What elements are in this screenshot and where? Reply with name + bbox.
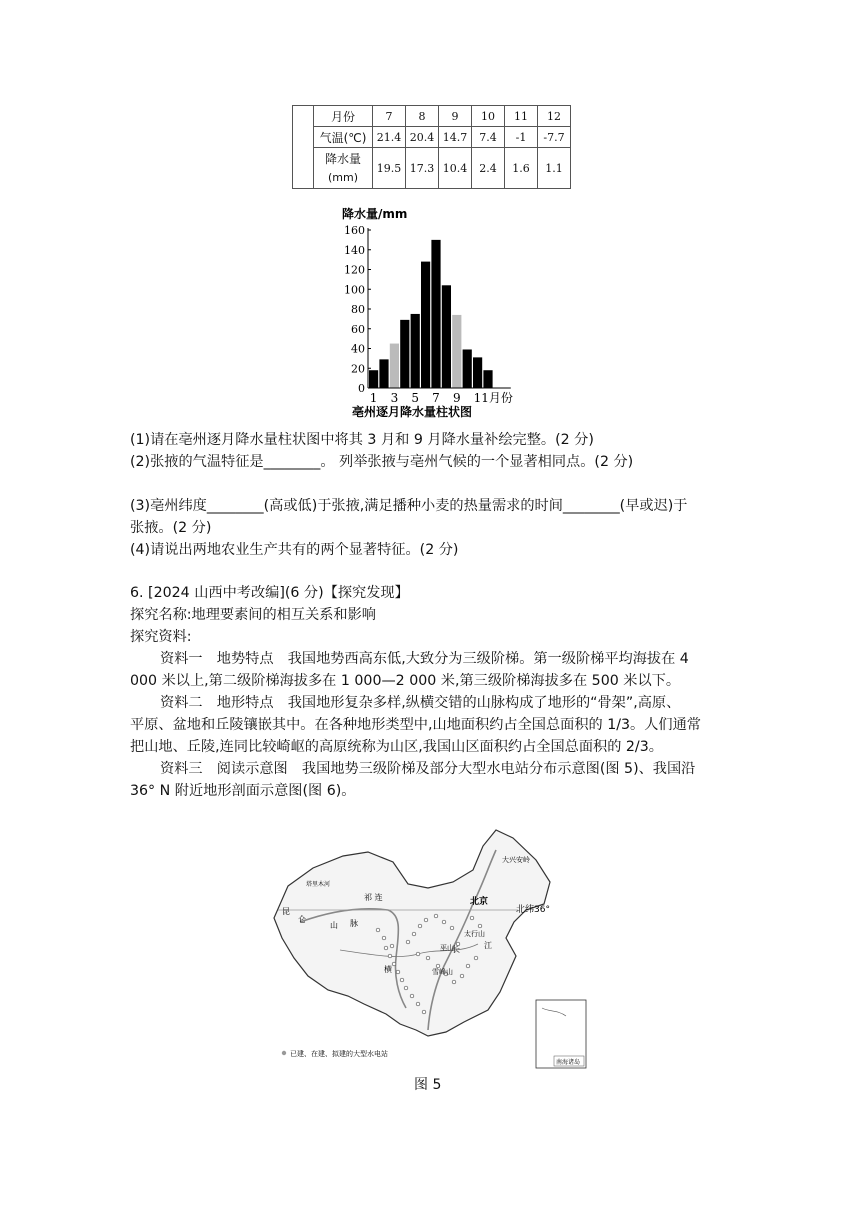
hydropower-station-icon (406, 940, 410, 944)
bar-month-5 (411, 314, 420, 388)
map-label-tarim: 塔里木河 (306, 881, 331, 888)
inset-label: 南海诸岛 (556, 1059, 581, 1066)
hydropower-station-icon (460, 974, 464, 978)
hydropower-station-icon (416, 1002, 420, 1006)
map-label-jiang: 江 (484, 941, 492, 950)
legend-station-icon (282, 1051, 286, 1055)
map-legend: 已建、在建、拟建的大型水电站 (290, 1050, 388, 1058)
month-cell: 7 (373, 106, 406, 127)
table-row (293, 148, 571, 189)
y-axis (344, 224, 371, 395)
bar-month-1 (369, 370, 378, 388)
precipitation-cell: 10.4 (439, 148, 472, 189)
figure-5-caption: 图 5 (414, 1077, 442, 1093)
y-tick-label: 20 (351, 362, 365, 376)
x-tick-label: 11月份 (473, 391, 513, 405)
precipitation-cell: 19.5 (373, 148, 406, 189)
y-tick-label: 140 (344, 243, 365, 257)
chart-ylabel: 降水量/mm (342, 207, 408, 221)
material3-line1: 资料三 阅读示意图 我国地势三级阶梯及部分大型水电站分布示意图(图 5)、我国沿 (160, 761, 696, 777)
climate-table (292, 105, 571, 189)
map-label-mai: 脉 (350, 919, 358, 928)
precipitation-label-line1: 降水量 (324, 151, 361, 166)
bar-month-12 (483, 370, 492, 388)
hydropower-station-icon (434, 914, 438, 918)
material2-line3: 把山地、丘陵,连同比较崎岖的高原统称为山区,我国山区面积约占全国总面积的 2/3。 (130, 739, 663, 755)
hydropower-station-icon (404, 986, 408, 990)
x-tick-label: 3 (390, 391, 399, 405)
hydropower-station-icon (452, 980, 456, 984)
hydropower-station-icon (422, 1010, 426, 1014)
problem6-name: 探究名称:地理要素间的相互关系和影响 (130, 607, 376, 623)
hydropower-station-icon (390, 944, 394, 948)
month-cell: 8 (406, 106, 439, 127)
chart-caption: 亳州逐月降水量柱状图 (352, 405, 473, 419)
hydropower-station-icon (478, 924, 482, 928)
hydropower-station-icon (396, 970, 400, 974)
bar-month-4 (400, 320, 409, 388)
temperature-cell: 20.4 (406, 127, 439, 148)
hydropower-station-icon (442, 920, 446, 924)
y-tick-label: 120 (344, 263, 365, 277)
material1-line1: 资料一 地势特点 我国地势西高东低,大致分为三级阶梯。第一级阶梯平均海拔在 4 (160, 651, 689, 667)
precipitation-cell: 17.3 (406, 148, 439, 189)
precipitation-cell: 1.1 (538, 148, 571, 189)
month-cell: 11 (505, 106, 538, 127)
question-2: (2)张掖的气温特征是________。 列举张掖与亳州气候的一个显著相同点。(2 分) (130, 454, 634, 470)
y-tick-label: 40 (351, 342, 365, 356)
y-tick-label: 80 (351, 303, 365, 316)
x-axis (368, 388, 513, 405)
month-cell: 10 (472, 106, 505, 127)
hydropower-station-icon (426, 956, 430, 960)
temperature-cell: 21.4 (373, 127, 406, 148)
question-3-line1: (3)亳州纬度________(高或低)于张掖,满足播种小麦的热量需求的时间________(早或迟)于 (130, 498, 688, 514)
question-1: (1)请在亳州逐月降水量柱状图中将其 3 月和 9 月降水量补绘完整。(2 分) (130, 432, 594, 448)
map-label-lat36: 北纬36° (516, 905, 550, 915)
map-label-beijing: 北京 (470, 897, 489, 907)
precipitation-cell: 1.6 (505, 148, 538, 189)
question-3-line2: 张掖。(2 分) (130, 520, 212, 536)
x-tick-label: 5 (411, 391, 420, 405)
hydropower-station-icon (466, 964, 470, 968)
temperature-label: 气温(℃) (314, 127, 373, 148)
hydropower-station-icon (392, 962, 396, 966)
hydropower-station-icon (384, 946, 388, 950)
table-row (293, 106, 571, 127)
hydropower-station-icon (450, 926, 454, 930)
y-tick-label: 160 (344, 224, 365, 237)
hydropower-station-icon (470, 916, 474, 920)
map-label-taihang: 太行山 (464, 930, 485, 938)
map-label-wushan: 巫山 (440, 944, 454, 952)
bar-month-11 (473, 357, 482, 388)
precipitation-label (314, 148, 373, 189)
x-tick-label: 1 (369, 391, 378, 405)
material2-line2: 平原、盆地和丘陵镶嵌其中。在各种地形类型中,山地面积约占全国总面积的 1/3。人们通常 (130, 717, 701, 733)
material1-line2: 000 米以上,第二级阶梯海拔多在 1 000—2 000 米,第三级阶梯海拔多在 500 米以下。 (130, 673, 681, 689)
y-tick-label: 0 (358, 382, 365, 395)
temperature-cell: 14.7 (439, 127, 472, 148)
map-label-kunlun-2: 仑 (298, 915, 306, 924)
bar-month-9 (452, 315, 461, 388)
bars (369, 240, 493, 388)
month-cell: 12 (538, 106, 571, 127)
x-tick-label: 7 (432, 391, 440, 405)
table-row (293, 127, 571, 148)
hydropower-station-icon (474, 956, 478, 960)
y-tick-label: 100 (344, 283, 365, 297)
material2-line1: 资料二 地形特点 我国地形复杂多样,纵横交错的山脉构成了地形的“骨架”,高原、 (160, 695, 681, 711)
bar-month-7 (431, 240, 440, 388)
y-tick-label: 60 (351, 322, 365, 336)
hydropower-station-icon (418, 924, 422, 928)
bar-month-8 (442, 285, 451, 388)
map-label-kunlun-1: 昆 (282, 907, 290, 916)
map-label-xuefeng: 雪峰山 (432, 968, 453, 976)
bar-month-10 (463, 349, 472, 388)
bar-month-2 (379, 359, 388, 388)
month-cell: 9 (439, 106, 472, 127)
precipitation-bar-chart (340, 206, 540, 426)
hydropower-station-icon (424, 918, 428, 922)
temperature-cell: 7.4 (472, 127, 505, 148)
problem6-materials-label: 探究资料: (130, 629, 192, 645)
problem6-header: 6. [2024 山西中考改编](6 分)【探究发现】 (130, 585, 409, 601)
hydropower-station-icon (400, 978, 404, 982)
map-label-shan: 山 (330, 921, 338, 930)
question-4: (4)请说出两地农业生产共有的两个显著特征。(2 分) (130, 542, 459, 558)
bar-month-3 (390, 344, 399, 388)
map-label-heng: 横 (384, 965, 392, 974)
map-label-qilian: 祁 连 (364, 893, 383, 902)
precipitation-cell: 2.4 (472, 148, 505, 189)
x-tick-label: 9 (452, 391, 461, 405)
material3-line2: 36° N 附近地形剖面示意图(图 6)。 (130, 783, 356, 799)
map-label-chang: 长 (452, 945, 460, 954)
hydropower-station-icon (416, 952, 420, 956)
hydropower-station-icon (382, 936, 386, 940)
hydropower-station-icon (412, 932, 416, 936)
map-label-daxinganling: 大兴安岭 (502, 856, 530, 864)
temperature-cell: -1 (505, 127, 538, 148)
precipitation-label-unit: (mm) (327, 170, 358, 184)
hydropower-station-icon (376, 928, 380, 932)
hydropower-station-icon (410, 994, 414, 998)
table-header-month: 月份 (314, 106, 373, 127)
bar-month-6 (421, 262, 430, 388)
temperature-cell: -7.7 (538, 127, 571, 148)
hydropower-station-icon (388, 954, 392, 958)
china-terrain-map (268, 826, 592, 1072)
